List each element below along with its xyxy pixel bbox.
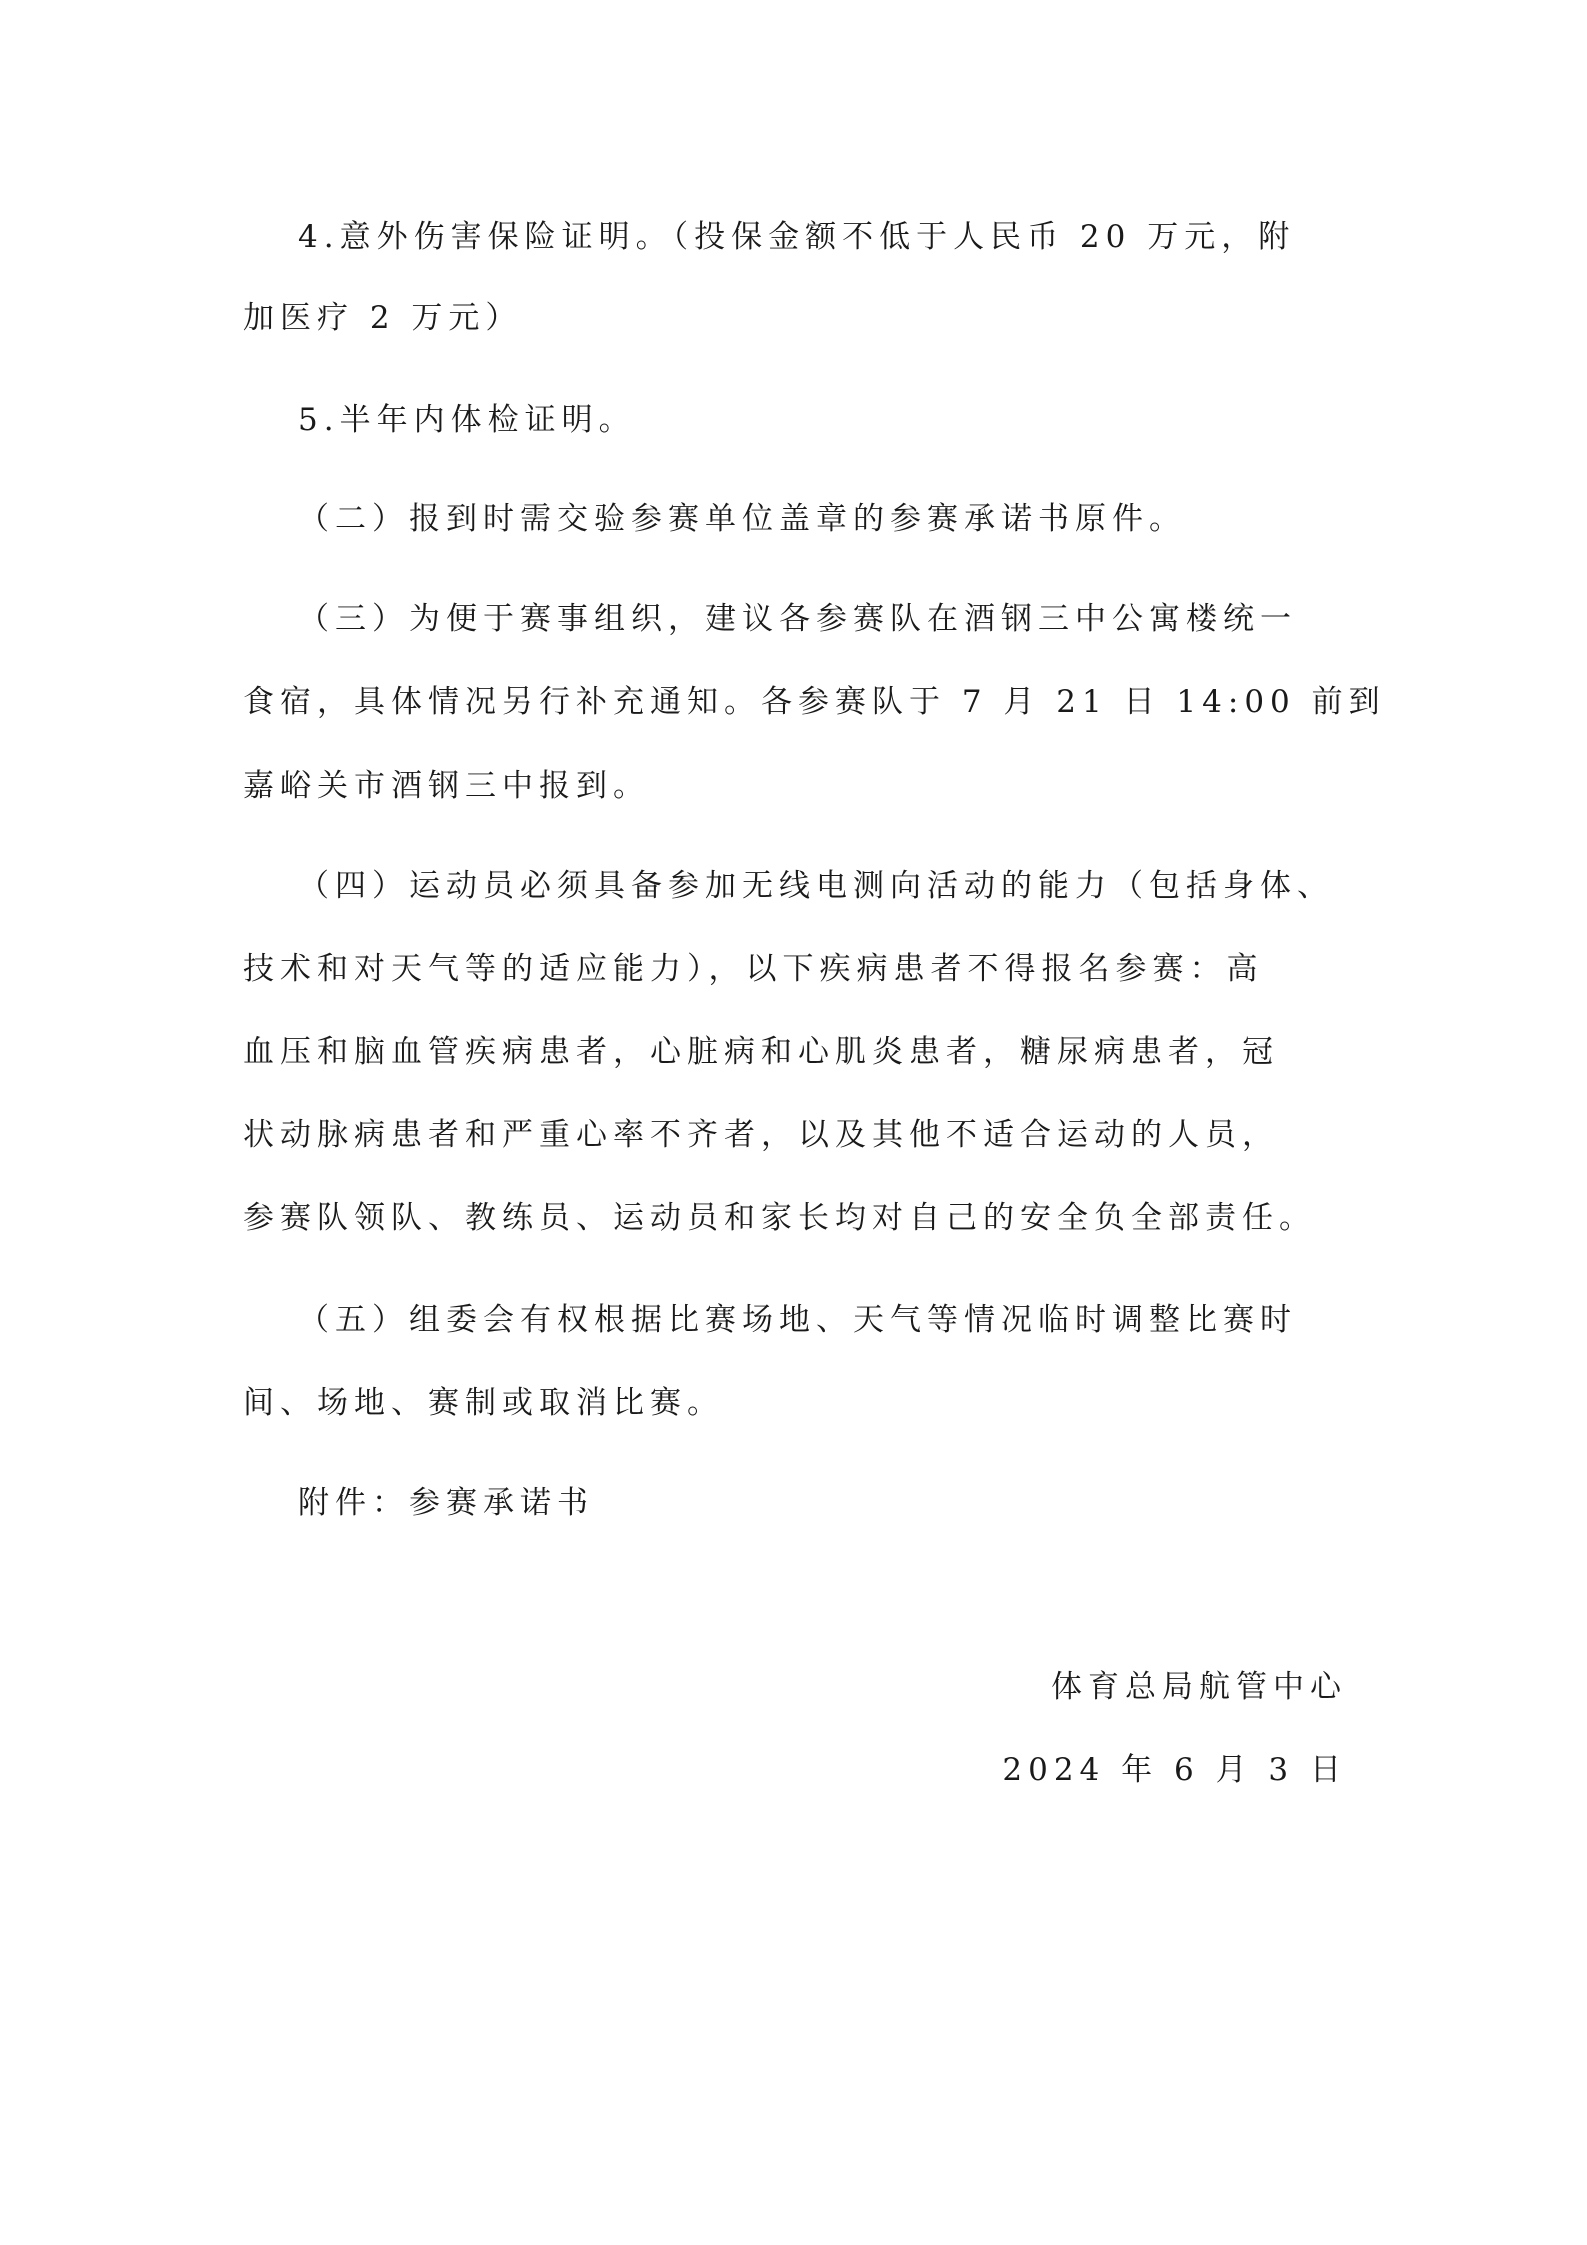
paragraph-line: 血压和脑血管疾病患者，心脏病和心肌炎患者，糖尿病患者，冠 [243, 1034, 1279, 1070]
paragraph-line: （四）运动员必须具备参加无线电测向活动的能力（包括身体、 [298, 868, 1334, 904]
issue-date: 2024 年 6 月 3 日 [1002, 1752, 1347, 1788]
paragraph-line: 食宿，具体情况另行补充通知。各参赛队于 7 月 21 日 14:00 前到 [243, 684, 1386, 720]
paragraph-line: 技术和对天气等的适应能力），以下疾病患者不得报名参赛：高 [243, 951, 1264, 987]
paragraph-line: 间、场地、赛制或取消比赛。 [243, 1385, 724, 1421]
paragraph-line: 状动脉病患者和严重心率不齐者，以及其他不适合运动的人员， [243, 1117, 1279, 1153]
paragraph-line: 4.意外伤害保险证明。（投保金额不低于人民币 20 万元，附 [298, 219, 1296, 255]
attachment-note: 附件：参赛承诺书 [298, 1485, 594, 1521]
paragraph-line: 参赛队领队、教练员、运动员和家长均对自己的安全负全部责任。 [243, 1200, 1316, 1236]
issuer-signature: 体育总局航管中心 [1051, 1669, 1347, 1705]
paragraph-line: 5.半年内体检证明。 [298, 402, 636, 438]
paragraph-line: （二）报到时需交验参赛单位盖章的参赛承诺书原件。 [298, 501, 1186, 537]
paragraph-line: （三）为便于赛事组织，建议各参赛队在酒钢三中公寓楼统一 [298, 601, 1297, 637]
paragraph-line: 嘉峪关市酒钢三中报到。 [243, 768, 650, 804]
paragraph-line: （五）组委会有权根据比赛场地、天气等情况临时调整比赛时 [298, 1302, 1297, 1338]
paragraph-line: 加医疗 2 万元） [243, 300, 523, 336]
